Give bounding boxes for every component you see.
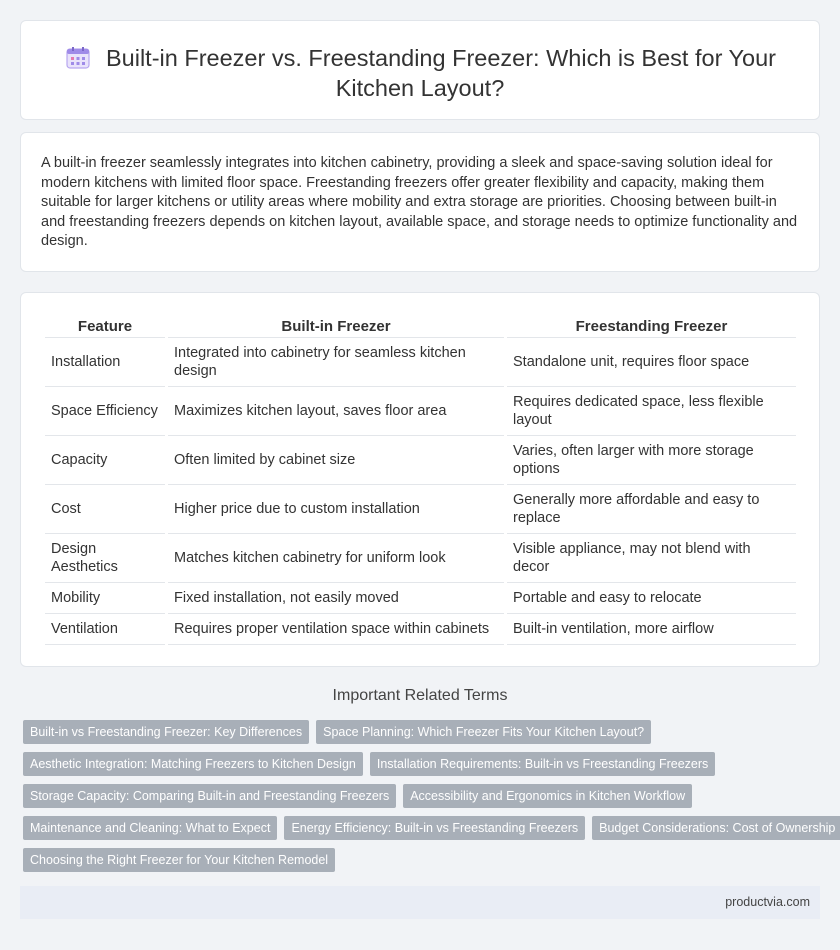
cell-feature: Ventilation [45,614,165,645]
cell-freestanding: Visible appliance, may not blend with decor [507,534,796,583]
page-title: Built-in Freezer vs. Freestanding Freezer: Which is Best for Your Kitchen Layout? [105,45,776,101]
cell-feature: Space Efficiency [45,387,165,436]
tag-row [23,752,823,784]
related-term-tag[interactable]: Storage Capacity: Comparing Built-in and Freestanding Freezers [23,784,396,808]
related-terms-tags [23,720,836,880]
related-term-tag[interactable]: Accessibility and Ergonomics in Kitchen Workflow [403,784,692,808]
intro-card [20,132,820,272]
tag-row [23,816,836,848]
table-row [45,583,796,614]
footer [20,886,820,919]
comparison-table [42,316,799,645]
cell-freestanding: Portable and easy to relocate [507,583,796,614]
cell-built-in: Fixed installation, not easily moved [168,583,504,614]
cell-feature: Design Aesthetics [45,534,165,583]
footer-site-link[interactable]: productvia.com [725,895,810,909]
related-terms-heading: Important Related Terms [332,687,508,704]
page-title-wrap [61,43,779,103]
related-term-tag[interactable]: Choosing the Right Freezer for Your Kitchen Remodel [23,848,335,872]
cell-built-in: Matches kitchen cabinetry for uniform look [168,534,504,583]
cell-built-in: Often limited by cabinet size [168,436,504,485]
cell-feature: Cost [45,485,165,534]
cell-built-in: Requires proper ventilation space within cabinets [168,614,504,645]
table-row [45,614,796,645]
related-term-tag[interactable]: Maintenance and Cleaning: What to Expect [23,816,277,840]
cell-feature: Capacity [45,436,165,485]
title-card [20,20,820,120]
cell-freestanding: Requires dedicated space, less flexible layout [507,387,796,436]
cell-feature: Installation [45,338,165,387]
cell-built-in: Maximizes kitchen layout, saves floor area [168,387,504,436]
table-row [45,338,796,387]
related-term-tag[interactable]: Installation Requirements: Built-in vs Freestanding Freezers [370,752,715,776]
tag-row [23,784,823,816]
calendar-icon [64,47,92,69]
table-row [45,436,796,485]
table-row [45,534,796,583]
related-term-tag[interactable]: Built-in vs Freestanding Freezer: Key Differences [23,720,309,744]
cell-built-in: Higher price due to custom installation [168,485,504,534]
tag-row [23,720,823,752]
related-term-tag[interactable]: Space Planning: Which Freezer Fits Your Kitchen Layout? [316,720,651,744]
cell-freestanding: Varies, often larger with more storage options [507,436,796,485]
table-row [45,387,796,436]
comparison-table-card [20,292,820,667]
tag-row [23,848,823,880]
cell-feature: Mobility [45,583,165,614]
cell-built-in: Integrated into cabinetry for seamless kitchen design [168,338,504,387]
table-header-row [45,316,796,338]
cell-freestanding: Built-in ventilation, more airflow [507,614,796,645]
table-row [45,485,796,534]
header-feature: Feature [45,316,165,338]
related-term-tag[interactable]: Energy Efficiency: Built-in vs Freestanding Freezers [284,816,585,840]
related-term-tag[interactable]: Budget Considerations: Cost of Ownership [592,816,840,840]
cell-freestanding: Standalone unit, requires floor space [507,338,796,387]
header-built-in: Built-in Freezer [168,316,504,338]
intro-paragraph: A built-in freezer seamlessly integrates into kitchen cabinetry, providing a sleek and space-saving solution ideal for modern kitchens with limited floor space. Freestanding freezers offer greater flexibility and capacity, making them suitable for larger kitchens or utility areas where mobility and extra storage are priorities. Choosing between built-in and freestanding freezers depends on kitchen layout, available space, and storage needs to optimize functionality and design. [41,155,798,249]
cell-freestanding: Generally more affordable and easy to replace [507,485,796,534]
related-term-tag[interactable]: Aesthetic Integration: Matching Freezers to Kitchen Design [23,752,363,776]
header-freestanding: Freestanding Freezer [507,316,796,338]
